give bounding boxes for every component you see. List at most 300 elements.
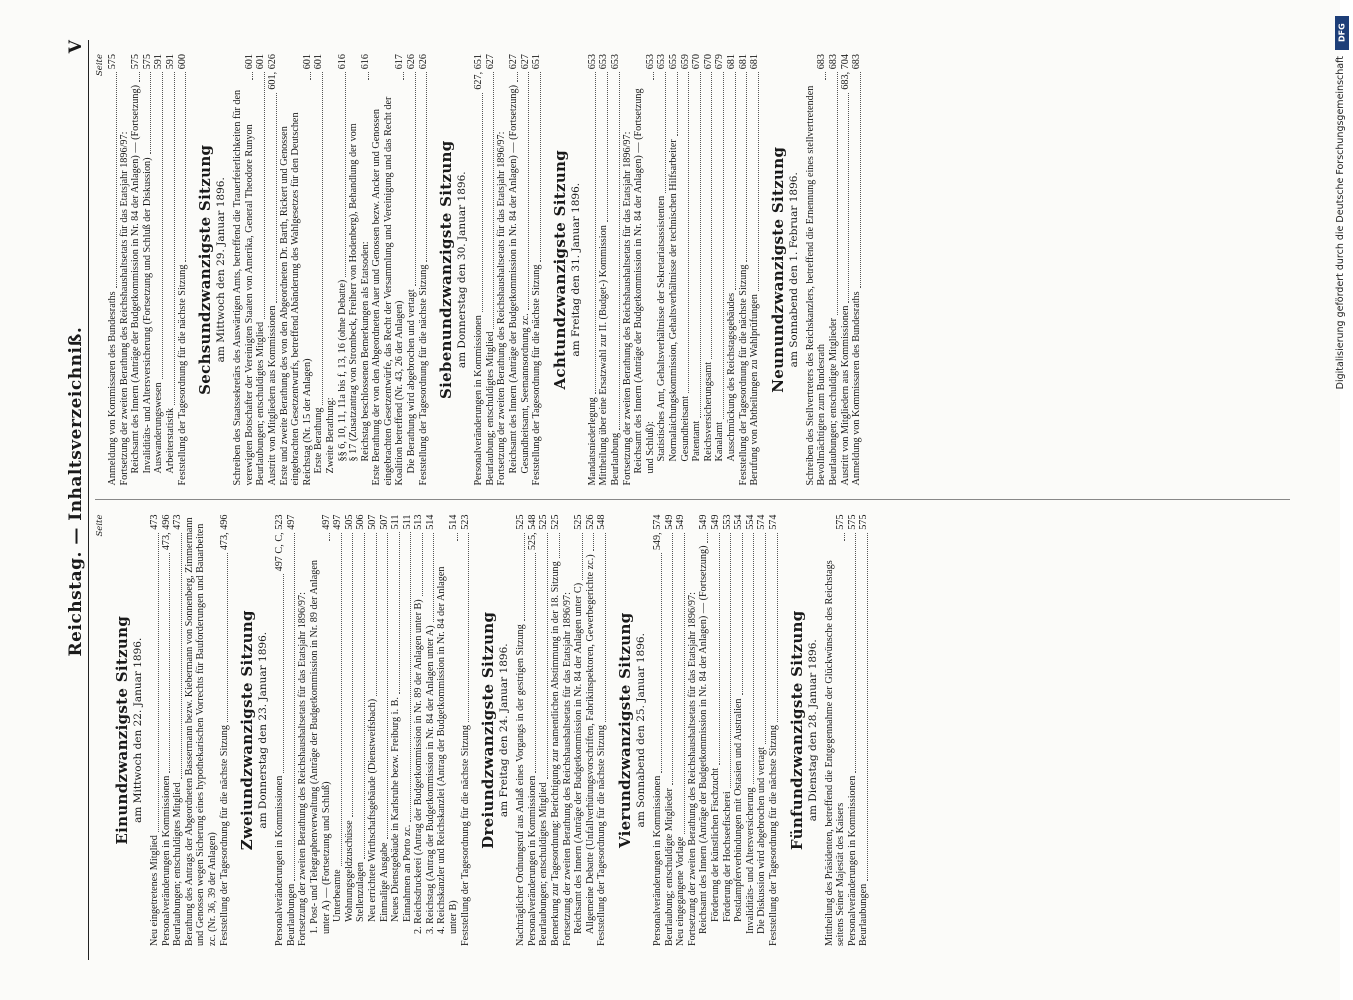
session-title: Einundzwanzigste Sitzung (113, 615, 131, 845)
toc-entry (337, 54, 349, 486)
page-ref: 683 (816, 54, 828, 70)
entry-text: Statistisches Amt, Gehaltsverhältnisse der Sekretariatsassistenten (656, 195, 668, 462)
toc-entry (847, 515, 859, 947)
toc-entry (652, 515, 664, 947)
page-ref: 549, 574 (652, 514, 663, 551)
page-ref: 655 (667, 54, 679, 70)
entry-text: Förderung der Hochseefischerei (721, 791, 733, 922)
leader-dots (409, 532, 411, 821)
session-date: am Mittwoch den 29. Januar 1896. (215, 177, 228, 363)
entry-text: § 17 (Zusatzantrag von Strombeck, Freiherr von Hodenberg), Behandlung der vom Reichstag beschlossenen Bemerkungen als Etatsoden: (348, 123, 371, 462)
leader-dots (456, 533, 458, 541)
toc-entry (418, 54, 430, 486)
page-ref: 575 (835, 514, 847, 530)
toc-column (95, 40, 1290, 501)
leader-dots (546, 533, 548, 780)
toc-entry (165, 54, 177, 486)
entry-text: Kanalamt (714, 421, 726, 462)
toc-entry (680, 54, 692, 486)
entry-text: Fortsetzung der zweiten Berathung des Reichshaushaltsetats für das Etatsjahr 1896/97: (496, 131, 508, 486)
toc-entry (379, 515, 391, 947)
leader-dots (676, 72, 678, 136)
seite-label: Seite (95, 54, 105, 77)
toc-entry (851, 54, 863, 486)
toc-entry (687, 515, 699, 947)
toc-entry (485, 54, 497, 486)
entry-text: Feststellung der Tagesordnung für die nächste Sitzung (596, 725, 608, 946)
page-ref: 506 (355, 514, 367, 530)
entry-text: Wohnungsgeldzuschüsse (343, 820, 355, 922)
page-ref: 653 (610, 54, 621, 70)
toc-entry (367, 515, 379, 947)
toc-entry (722, 515, 734, 947)
toc-entry (460, 515, 472, 947)
entry-text: Personalveränderungen in Kommissionen (473, 315, 485, 486)
page-ref: 549 (709, 514, 721, 530)
page-ref: 591 (164, 54, 176, 70)
dfg-stamp (1334, 8, 1350, 992)
entry-text: Patentamt (691, 420, 703, 462)
toc-columns (95, 40, 1290, 960)
toc-entry (348, 54, 371, 486)
entry-text: Bemerkung zur Tagesordnung: Berichtigung zur namentlichen Abstimmung in der 18. Sitzung (550, 561, 562, 946)
entry-text: Berufung von Abtheilungen zu Wahlprüfungen (749, 294, 761, 486)
entry-text: Gesundheitsamt, Seemannsordnung zc. (519, 313, 531, 474)
toc-entry (622, 54, 634, 486)
page-ref: 507 (366, 514, 378, 530)
leader-dots (706, 533, 708, 543)
entry-text: Feststellung der Tagesordnung für die nächste Sitzung (459, 725, 471, 946)
toc-entry (177, 54, 189, 486)
page-ref: 473 (149, 514, 160, 530)
entry-text: Reichsamt des Innern (Anträge der Budgetkommission in Nr. 84 der Anlagen) — (Fortsetzung) (130, 85, 142, 474)
leader-dots (866, 533, 868, 881)
entry-text: Förderung der künstlichen Fischzucht (709, 767, 721, 922)
page-number: V (66, 40, 86, 54)
entry-text: Neu errichtete Wirthschaftsgebäude (Dienstweifsbach) (366, 698, 378, 922)
leader-dots (173, 72, 175, 405)
leader-dots (581, 533, 583, 580)
entry-text: Beurlaubungen; entschuldigtes Mitglied (172, 782, 184, 946)
session-date: am Donnerstag den 23. Januar 1896. (257, 631, 270, 829)
entry-text: Auswanderungswesen (153, 382, 165, 474)
seite-label: Seite (95, 514, 105, 537)
leader-dots (606, 72, 608, 222)
page-ref: 473, 496 (218, 514, 230, 551)
toc-entry (840, 54, 852, 486)
toc-entry (538, 515, 550, 947)
page-ref: 653 (656, 54, 668, 70)
entry-text: Personalveränderungen in Kommissionen (846, 775, 858, 946)
page-ref: 575 (858, 514, 870, 530)
toc-entry (598, 54, 610, 486)
toc-entry (309, 515, 332, 947)
leader-dots (523, 533, 525, 622)
session-date: am Mittwoch den 22. Januar 1896. (132, 637, 144, 823)
toc-entry (153, 54, 165, 486)
page-ref: 601 (255, 54, 267, 70)
entry-text: Stellenzulagen (355, 862, 367, 922)
entry-text: Neu eingetretenes Mitglied (149, 835, 160, 946)
page-ref: 575 (130, 54, 142, 70)
entry-text: Beurlaubungen; entschuldigtes Mitglied (255, 321, 267, 486)
page-ref: 511 (390, 514, 402, 530)
leader-dots (527, 72, 529, 310)
toc-entry (332, 515, 344, 947)
leader-dots (539, 72, 541, 261)
page-ref: 601 (243, 54, 255, 70)
toc-entry (710, 515, 722, 947)
leader-dots (824, 72, 826, 80)
leader-dots (138, 72, 140, 82)
leader-dots (745, 72, 747, 261)
page-ref: 617 (394, 54, 406, 70)
page-ref: 574 (767, 514, 779, 530)
toc-entry (515, 515, 527, 947)
toc-entry (390, 515, 402, 947)
page-ref: 683 (851, 54, 863, 70)
leader-dots (180, 533, 182, 780)
leader-dots (344, 72, 346, 276)
page-ref: 473, 496 (160, 514, 172, 551)
page-ref: 511 (401, 514, 413, 530)
page-ref: 670 (702, 54, 714, 70)
dfg-logo: DFG (1335, 16, 1349, 50)
leader-dots (402, 72, 404, 80)
session-title: Dreiundzwanzigste Sitzung (479, 611, 498, 849)
toc-entry (585, 515, 597, 947)
toc-entry (824, 515, 847, 947)
toc-entry (527, 515, 539, 947)
page-ref: 497 C, C, 523 (274, 514, 286, 572)
entry-text: Erste Berathung (313, 407, 325, 474)
entry-text: Feststellung der Tagesordnung für die nächste Sitzung (176, 264, 188, 486)
leader-dots (421, 533, 423, 597)
toc-entry (714, 54, 726, 486)
leader-dots (321, 72, 323, 404)
toc-entry (219, 515, 231, 947)
page-ref: 473 (172, 514, 184, 530)
page-ref: 497 (285, 514, 297, 530)
page-ref: 681 (725, 54, 737, 70)
entry-text: 4. Reichskanzler und Reichskanzlei (Antrag der Budgetkommission in Nr. 84 der Anlagen unter B) (436, 566, 460, 934)
toc-entry (142, 54, 154, 486)
toc-entry (805, 54, 828, 486)
page-ref: 681 (749, 54, 761, 70)
toc-entry (573, 515, 585, 947)
entry-text: Fortsetzung der zweiten Berathung des Reichshaushaltsetats für das Etatsjahr 1896/97: (686, 592, 698, 946)
leader-dots (184, 72, 186, 261)
toc-entry (413, 515, 425, 947)
page-ref: 497 (320, 514, 332, 530)
page-ref: 526 (584, 514, 596, 530)
entry-text: Berathung des Antrags der Abgeordneten Bassermann bezw. Kiebermann von Sonnenberg, Zimmermann und Genossen wegen Sicherung eines hypothekarischen Vorrechts für Bauforderungen und Bauarbeiten zc. (Nr. 36, 39 der Anlagen) (183, 517, 218, 946)
page-ref: 554 (744, 514, 756, 530)
toc-entry (149, 515, 161, 947)
leader-dots (340, 533, 342, 867)
page-ref: 601, 626 (266, 54, 278, 90)
entry-text: Feststellung der Tagesordnung für die nächste Sitzung (218, 725, 230, 946)
leader-dots (414, 72, 416, 286)
page-ref: 549 (675, 514, 687, 530)
leader-dots (764, 533, 766, 744)
toc-entry (496, 54, 508, 486)
entry-text: Anmeldung von Kommissaren des Bundesraths (851, 291, 863, 486)
toc-entry (562, 515, 574, 947)
leader-dots (618, 72, 620, 430)
toc-entry (656, 54, 668, 486)
entry-text: Unterbeamte (332, 869, 344, 922)
leader-dots (432, 533, 434, 623)
entry-text: Austritt von Mitgliedern aus Kommissionen (839, 305, 851, 486)
toc-entry (297, 515, 309, 947)
toc-entry (691, 54, 703, 486)
leader-dots (226, 553, 228, 722)
entry-text: Beurlaubungen (285, 883, 297, 946)
toc-entry (371, 54, 406, 486)
entry-text: Ausschmückung des Reichstagsgebäudes (725, 292, 737, 462)
entry-text: Arbeiterstatistik (164, 407, 176, 474)
page-ref: 575 (846, 514, 858, 530)
entry-text: Neues Dienstgebäude in Karlsruhe bezw. Freiburg i. B. (390, 697, 402, 922)
page-ref: 616 (336, 54, 348, 70)
entry-text: Feststellung der Tagesordnung für die nächste Sitzung (767, 725, 779, 946)
page-ref: 514 (448, 514, 460, 530)
page-ref: 513 (413, 514, 425, 530)
leader-dots (367, 72, 369, 80)
toc-entry (726, 54, 738, 486)
entry-text: Allgemeine Debatte (Unfallverhütungsvorschriften, Fabrikinspektoren, Gewerbegerichte zc.) (584, 554, 596, 934)
entry-text: Personalveränderungen in Kommissionen (160, 775, 172, 946)
toc-entry (119, 54, 131, 486)
leader-dots (492, 72, 494, 328)
toc-entry (828, 54, 840, 486)
toc-entry (267, 54, 279, 486)
page-ref: 683 (827, 54, 839, 70)
session-title: Achtundzwanzigste Sitzung (550, 149, 569, 390)
page-ref: 651 (531, 54, 543, 70)
page-ref: 601 (313, 54, 325, 70)
page-ref: 575 (141, 54, 153, 70)
page-ref: 600 (176, 54, 188, 70)
entry-text: Personalveränderungen in Kommissionen (652, 775, 663, 946)
page-ref: 549 (663, 514, 675, 530)
toc-entry (130, 54, 142, 486)
toc-entry (664, 515, 676, 947)
leader-dots (115, 72, 117, 288)
page-ref: 683, 704 (839, 54, 851, 90)
toc-entry (738, 54, 750, 486)
page-header (58, 40, 89, 960)
session-date: am Sonnabend den 25. Januar 1896. (635, 633, 647, 828)
entry-text: Schreiben des Stellvertreters des Reichskanzlers, betreffend die Ernennung eines stellvertretenden Bevollmächtigten zum Bundesrath (804, 85, 828, 486)
session-date: am Sonnabend den 1. Februar 1896. (787, 172, 800, 368)
entry-text: Beurlaubung; entschuldigte Mitglieder (663, 788, 675, 946)
entry-text: Zweite Berathung: (324, 397, 336, 474)
leader-dots (149, 72, 151, 154)
entry-text: 1. Post- und Telegraphenverwaltung (Anträge der Budgetkommission in Nr. 89 der Anlagen unter A) — (Fortsetzung und Schluß) (308, 560, 332, 934)
leader-dots (386, 533, 388, 840)
toc-entry (473, 54, 485, 486)
leader-dots (558, 533, 560, 558)
page-ref: 553 (721, 514, 733, 530)
leader-dots (734, 72, 736, 290)
page-ref: 627, 651 (473, 54, 485, 90)
entry-text: Einmalige Ausgabe (378, 842, 390, 922)
toc-entry (610, 54, 622, 486)
entry-text: Neu eingegangene Vorlage (675, 836, 687, 946)
toc-entry (255, 54, 267, 486)
toc-entry (633, 54, 656, 486)
leader-dots (729, 533, 731, 789)
leader-dots (683, 533, 685, 834)
toc-entry (668, 54, 680, 486)
entry-text: Nachträglicher Ordnungsruf aus Anlaß eines Vorgangs in der gestrigen Sitzung (515, 624, 527, 946)
leader-dots (776, 533, 778, 722)
toc-entry (520, 54, 532, 486)
page-ref: 549 (698, 514, 710, 530)
page-ref: 670 (691, 54, 703, 70)
leader-dots (425, 72, 427, 261)
entry-text: Reichsversicherungsamt (702, 361, 714, 462)
toc-entry (550, 515, 562, 947)
entry-text: Feststellung der Tagesordnung für die nächste Sitzung (417, 264, 429, 486)
toc-entry (406, 54, 418, 486)
toc-column (95, 501, 1290, 961)
toc-entry (344, 515, 356, 947)
entry-text: Einnahmen an Porto zc. (401, 824, 413, 922)
leader-dots (854, 533, 856, 773)
running-title: Reichstag. — Inhaltsverzeichniß. (66, 326, 86, 657)
toc-entry (107, 54, 119, 486)
toc-entry (749, 54, 761, 486)
entry-text: Beurlaubung (610, 432, 621, 486)
session-title: Siebenundzwanzigste Sitzung (437, 140, 456, 400)
page-ref: 653 (598, 54, 610, 70)
toc-entry (587, 54, 599, 486)
entry-text: Mittheilung des Präsidenten, betreffend die Entgegennahme der Glückwünsche des Reichstags seitens Seiner Majestät des Kaisers (823, 560, 847, 946)
leader-dots (757, 72, 759, 291)
leader-dots (293, 533, 295, 881)
toc-entry (325, 54, 337, 486)
session-title: Fünfundzwanzigste Sitzung (787, 610, 806, 851)
entry-text: Gesundheitsamt (679, 395, 691, 462)
page-ref: 523 (459, 514, 471, 530)
entry-text: 3. Reichstag (Antrag der Budgetkommission in Nr. 84 der Anlagen unter A) (424, 625, 436, 934)
entry-text: Feststellung der Tagesordnung für die nächste Sitzung (737, 264, 749, 486)
leader-dots (699, 72, 701, 417)
leader-dots (168, 553, 170, 773)
session-title: Zweiundzwanzigste Sitzung (238, 610, 257, 851)
entry-text: Mandatsniederlegung (586, 397, 598, 486)
leader-dots (710, 72, 712, 359)
leader-dots (375, 533, 377, 696)
entry-text: Beurlaubungen; entschuldigtes Mitglied (538, 782, 550, 946)
toc-entry (733, 515, 745, 947)
leader-dots (309, 72, 311, 80)
toc-entry (161, 515, 173, 947)
page-ref: 505 (343, 514, 355, 530)
page-ref: 548 (596, 514, 608, 530)
page-ref: 591 (153, 54, 165, 70)
leader-dots (351, 533, 353, 818)
page-ref: 525 (538, 514, 550, 530)
entry-text: Reichsamt des Innern (Anträge der Budgetkommission in Nr. 84 der Anlagen) — (Fortsetzung) (698, 545, 710, 934)
leader-dots (594, 72, 596, 394)
entry-text: Fortsetzung der zweiten Berathung des Reichshaushaltsetats für das Etatsjahr 1896/97: (621, 131, 633, 486)
session-title: Vierundzwanzigste Sitzung (616, 612, 634, 848)
page-ref: 574 (756, 514, 768, 530)
toc-entry (756, 515, 768, 947)
entry-text: Reichsamt des Innern (Anträge der Budgetkommission in Nr. 84 der Anlagen) — (Fortsetzung und Schluß): (633, 88, 656, 474)
entry-text: Beurlaubungen (858, 883, 870, 946)
toc-entry (425, 515, 437, 947)
toc-entry (184, 515, 219, 947)
toc-entry (745, 515, 757, 947)
entry-text: Beurlaubung; entschuldigtes Mitglied (484, 331, 496, 486)
session-date: am Donnerstag den 30. Januar 1896. (456, 171, 469, 369)
leader-dots (718, 533, 720, 765)
toc-entry (768, 515, 780, 947)
entry-text: Austritt von Mitgliedern aus Kommissionen (266, 305, 278, 486)
toc-entry (274, 515, 286, 947)
leader-dots (251, 72, 253, 80)
entry-text: 2. Reichsdruckerei (Antrag der Budgetkommission in Nr. 89 der Anlagen unter B) (413, 599, 425, 934)
toc-entry (703, 54, 715, 486)
leader-dots (592, 533, 594, 552)
page-ref: 575 (107, 54, 118, 70)
entry-text: Invaliditäts- und Altersversicherung (Fortsetzung und Schluß der Diskussion) (141, 157, 153, 474)
leader-dots (516, 72, 518, 82)
leader-dots (157, 533, 159, 832)
entry-text: Fortsetzung der zweiten Berathung des Reichshaushaltsetats für das Etatsjahr 1896/97: (297, 592, 309, 946)
page-ref: 626 (406, 54, 418, 70)
leader-dots (467, 533, 469, 722)
leader-dots (687, 72, 689, 393)
leader-dots (847, 93, 849, 303)
toc-entry (531, 54, 543, 486)
leader-dots (660, 553, 662, 773)
page-ref: 514 (424, 514, 436, 530)
leader-dots (398, 532, 400, 694)
leader-dots (363, 533, 365, 859)
page-ref: 507 (378, 514, 390, 530)
leader-dots (161, 72, 163, 379)
leader-dots (752, 533, 754, 785)
session-date: am Freitag den 24. Januar 1896. (498, 643, 511, 818)
entry-text: Feststellung der Tagesordnung für die nächste Sitzung (531, 264, 543, 486)
entry-text: Postdampferverbindungen mit Ostasien und Australien (733, 698, 745, 922)
toc-entry (172, 515, 184, 947)
page-ref: 601 (301, 54, 313, 70)
page-ref: 626 (417, 54, 429, 70)
entry-text: Erste Berathung der von den Abgeordneten Auer und Genossen bezw. Ancker und Genossen eingebrachten Gesetzentwürfe, das Recht der Versammlung und Vereinigung und das Recht der Koalition betreffend (Nr. 43, 26 der Anlagen) (371, 96, 406, 486)
entry-text: Schreiben des Staatssekretärs des Auswärtigen Amts, betreffend die Trauerfeierlichkeiten für den verewigten Botschafter der Vereinigten Staaten von Amerika, General Theodore Runyon (232, 89, 255, 486)
session-title: Neunundzwanzigste Sitzung (768, 146, 787, 393)
entry-text: §§ 6, 10, 11, 11a bis f, 13, 16 (ohne Debatte) (336, 279, 348, 462)
entry-text: Die Diskussion wird abgebrochen und vertagt (756, 746, 768, 934)
dfg-stamp-text: Digitalisierung gefördert durch die Deutsche Forschungsgemeinschaft (1335, 56, 1346, 390)
toc-entry (675, 515, 687, 947)
toc-entry (279, 54, 314, 486)
entry-text: Normalaichungskommission, Gehaltsverhältnisse der technischen Hilfsarbeiter (667, 139, 679, 462)
leader-dots (652, 72, 654, 80)
entry-text: Anmeldung von Kommissaren des Bundesraths (107, 291, 118, 486)
leader-dots (671, 533, 673, 785)
toc-entry (858, 515, 870, 947)
toc-entry (355, 515, 367, 947)
page-ref: 681 (737, 54, 749, 70)
